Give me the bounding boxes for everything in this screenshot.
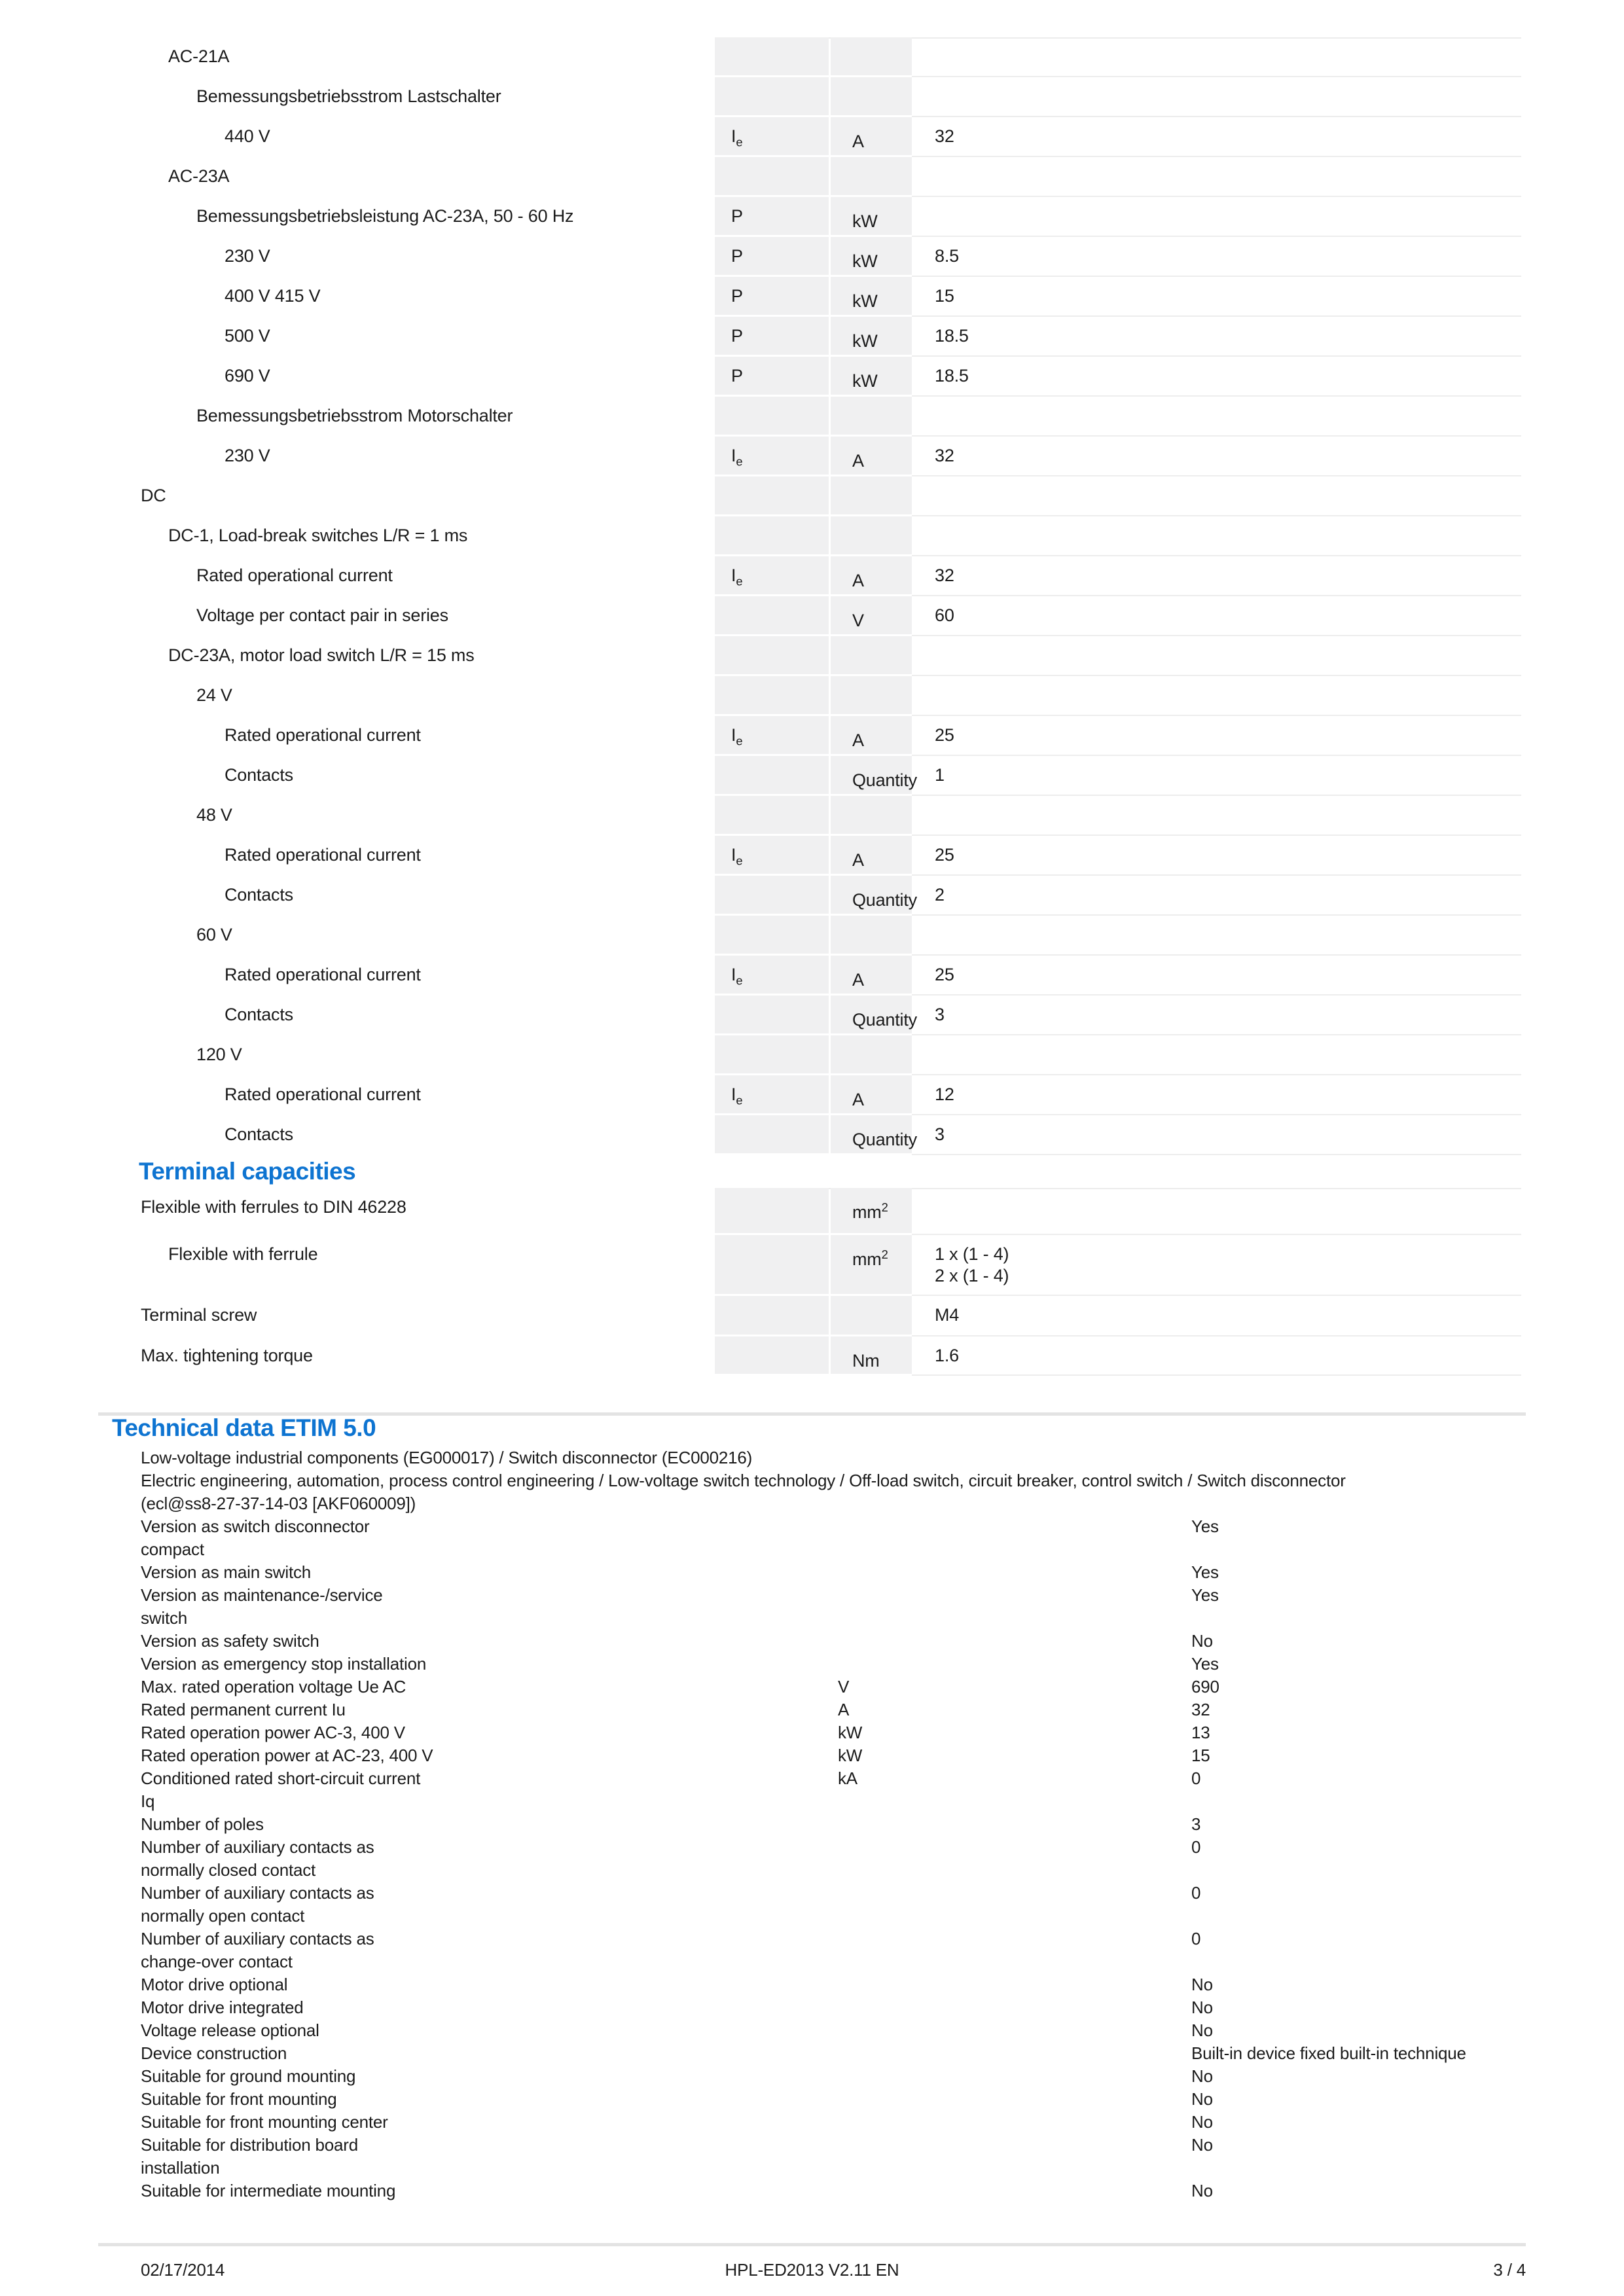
etim-label: Suitable for ground mounting: [141, 2066, 356, 2086]
etim-row: [0, 1698, 1624, 1721]
row-label: AC-21A: [168, 46, 230, 66]
unit-cell: Nm: [831, 1336, 912, 1376]
value-cell: 32: [912, 556, 1521, 596]
table-row: [0, 476, 1624, 516]
etim-label-line2: (ecl@ss8-27-37-14-03 [AKF060009]): [141, 1494, 416, 1513]
value-cell: [912, 37, 1521, 77]
etim-label-line2: change-over contact: [141, 1952, 293, 1971]
row-label: 60 V: [196, 925, 232, 944]
table-row: [0, 317, 1624, 357]
etim-value: 0: [1191, 1883, 1201, 1903]
unit-cell: A: [831, 117, 912, 157]
table-row: [0, 37, 1624, 77]
unit-cell: $mm^2$: [831, 1188, 912, 1235]
symbol-cell: [715, 676, 829, 716]
table-row: [0, 197, 1624, 237]
symbol-cell: $I_e$: [715, 437, 829, 476]
value-cell: [912, 916, 1521, 956]
value-cell: [912, 197, 1521, 237]
table-row: [0, 556, 1624, 596]
table-row: [0, 596, 1624, 636]
etim-label: Version as maintenance-/service: [141, 1585, 383, 1605]
etim-unit: kW: [838, 1723, 863, 1742]
etim-unit: V: [838, 1677, 850, 1696]
etim-label: Number of auxiliary contacts as: [141, 1883, 374, 1903]
row-label: 230 V: [225, 446, 270, 465]
symbol-cell: [715, 1188, 829, 1235]
etim-label: Number of auxiliary contacts as: [141, 1837, 374, 1857]
row-label: Flexible with ferrules to DIN 46228: [141, 1197, 406, 1217]
value-cell: 25: [912, 836, 1521, 876]
value-cell: 18.5: [912, 317, 1521, 357]
etim-value: No: [1191, 1631, 1213, 1651]
etim-label: Suitable for intermediate mounting: [141, 2181, 396, 2200]
etim-label: Suitable for front mounting center: [141, 2112, 388, 2132]
row-label: Rated operational current: [225, 845, 421, 865]
etim-row: [0, 2179, 1624, 2202]
row-label: Contacts: [225, 765, 293, 785]
etim-row: [0, 1469, 1624, 1515]
symbol-cell: [715, 37, 829, 77]
value-cell: 18.5: [912, 357, 1521, 397]
symbol-cell: $I_e$: [715, 556, 829, 596]
etim-label: Device construction: [141, 2043, 287, 2063]
symbol-cell: P: [715, 197, 829, 237]
value-cell: [912, 636, 1521, 676]
value-cell: 1 x (1 - 4) 2 x (1 - 4): [912, 1235, 1521, 1296]
unit-cell: [831, 397, 912, 437]
etim-unit: kW: [838, 1746, 863, 1765]
value-cell: 1.6: [912, 1336, 1521, 1376]
symbol-cell: [715, 876, 829, 916]
row-label: Bemessungsbetriebsstrom Lastschalter: [196, 86, 501, 106]
etim-label-line2: compact: [141, 1539, 204, 1559]
etim-row: [0, 2088, 1624, 2111]
table-row: [0, 1075, 1624, 1115]
unit-cell: [831, 516, 912, 556]
unit-cell: [831, 476, 912, 516]
etim-row: [0, 2111, 1624, 2134]
unit-cell: A: [831, 716, 912, 756]
etim-table: [0, 1446, 1624, 2202]
etim-value: No: [1191, 1998, 1213, 2017]
value-cell: 25: [912, 716, 1521, 756]
etim-label: Rated permanent current Iu: [141, 1700, 346, 1719]
etim-label-line2: normally open contact: [141, 1906, 305, 1926]
etim-label: Version as main switch: [141, 1562, 312, 1582]
etim-row: [0, 1676, 1624, 1698]
symbol-cell: [715, 756, 829, 796]
row-label: Flexible with ferrule: [168, 1244, 318, 1264]
row-label: 230 V: [225, 246, 270, 266]
etim-row: [0, 2019, 1624, 2042]
etim-value: No: [1191, 2112, 1213, 2132]
table-row: [0, 397, 1624, 437]
row-label: 690 V: [225, 366, 270, 386]
value-cell: 60: [912, 596, 1521, 636]
table-row: [0, 756, 1624, 796]
unit-cell: [831, 636, 912, 676]
etim-value: 15: [1191, 1746, 1210, 1765]
etim-row: [0, 2065, 1624, 2088]
row-label: Rated operational current: [196, 565, 393, 585]
etim-value: No: [1191, 2181, 1213, 2200]
value-cell: 8.5: [912, 237, 1521, 277]
etim-label: Low-voltage industrial components (EG000017) / Switch disconnector (EC000216): [141, 1448, 753, 1467]
etim-row: [0, 2042, 1624, 2065]
symbol-cell: [715, 397, 829, 437]
symbol-cell: [715, 596, 829, 636]
unit-cell: $mm^2$: [831, 1235, 912, 1296]
etim-label: Suitable for distribution board: [141, 2135, 359, 2155]
unit-cell: kW: [831, 237, 912, 277]
value-cell: 12: [912, 1075, 1521, 1115]
value-cell: [912, 476, 1521, 516]
value-cell: [912, 397, 1521, 437]
symbol-cell: [715, 796, 829, 836]
unit-cell: Quantity: [831, 996, 912, 1035]
value-cell: 3: [912, 996, 1521, 1035]
value-cell: 3: [912, 1115, 1521, 1155]
symbol-cell: P: [715, 277, 829, 317]
unit-cell: A: [831, 836, 912, 876]
etim-row: [0, 1928, 1624, 1973]
symbol-cell: P: [715, 357, 829, 397]
value-cell: 32: [912, 437, 1521, 476]
table-row: [0, 1035, 1624, 1075]
footer-document-id: HPL-ED2013 V2.11 EN: [725, 2260, 899, 2280]
etim-label: Max. rated operation voltage Ue AC: [141, 1677, 406, 1696]
symbol-cell: P: [715, 317, 829, 357]
etim-row: [0, 1744, 1624, 1767]
value-cell: [912, 796, 1521, 836]
etim-value: 0: [1191, 1837, 1201, 1857]
symbol-cell: [715, 77, 829, 117]
etim-label: Conditioned rated short-circuit current: [141, 1768, 421, 1788]
symbol-cell: $I_e$: [715, 117, 829, 157]
table-row: [0, 117, 1624, 157]
row-label: DC-1, Load-break switches L/R = 1 ms: [168, 526, 468, 545]
symbol-cell: [715, 157, 829, 197]
etim-label-line2: normally closed contact: [141, 1860, 316, 1880]
footer-divider: [98, 2243, 1526, 2246]
table-row: [0, 1115, 1624, 1155]
unit-cell: [831, 37, 912, 77]
symbol-cell: [715, 1235, 829, 1296]
value-cell: [912, 676, 1521, 716]
unit-cell: [831, 77, 912, 117]
value-cell: [912, 77, 1521, 117]
unit-cell: [831, 1035, 912, 1075]
row-label: DC-23A, motor load switch L/R = 15 ms: [168, 645, 475, 665]
row-label: 440 V: [225, 126, 270, 146]
symbol-cell: [715, 1296, 829, 1336]
table-row: [0, 916, 1624, 956]
row-label: Bemessungsbetriebsleistung AC-23A, 50 - 60 Hz: [196, 206, 574, 226]
etim-value: No: [1191, 2020, 1213, 2040]
etim-value: 0: [1191, 1768, 1201, 1788]
row-label: Bemessungsbetriebsstrom Motorschalter: [196, 406, 513, 425]
row-label: Max. tightening torque: [141, 1346, 313, 1365]
row-label: DC: [141, 486, 166, 505]
table-row: [0, 716, 1624, 756]
table-row: [0, 836, 1624, 876]
row-label: Contacts: [225, 885, 293, 905]
table-row: [0, 437, 1624, 476]
etim-row: [0, 1996, 1624, 2019]
etim-value: 13: [1191, 1723, 1210, 1742]
row-label: AC-23A: [168, 166, 230, 186]
unit-cell: [831, 676, 912, 716]
table-row: [0, 1296, 1624, 1336]
etim-label: Number of poles: [141, 1814, 264, 1834]
table-row: [0, 516, 1624, 556]
etim-value: Yes: [1191, 1585, 1219, 1605]
value-cell: [912, 157, 1521, 197]
value-cell: 2: [912, 876, 1521, 916]
etim-label: Rated operation power AC-3, 400 V: [141, 1723, 405, 1742]
etim-value: Built-in device fixed built-in technique: [1191, 2043, 1466, 2063]
symbol-cell: [715, 916, 829, 956]
terminal-capacities-table: [0, 1188, 1624, 1376]
footer-date: 02/17/2014: [141, 2260, 225, 2280]
row-label: 120 V: [196, 1045, 242, 1064]
etim-row: [0, 1653, 1624, 1676]
etim-row: [0, 2134, 1624, 2179]
value-cell: 1: [912, 756, 1521, 796]
etim-value: No: [1191, 2089, 1213, 2109]
etim-label: Version as safety switch: [141, 1631, 319, 1651]
etim-row: [0, 1584, 1624, 1630]
symbol-cell: [715, 1115, 829, 1155]
etim-label: Voltage release optional: [141, 2020, 319, 2040]
row-label: Contacts: [225, 1005, 293, 1024]
symbol-cell: $I_e$: [715, 836, 829, 876]
row-label: Rated operational current: [225, 725, 421, 745]
row-label: Terminal screw: [141, 1305, 257, 1325]
etim-row: [0, 1446, 1624, 1469]
unit-cell: A: [831, 437, 912, 476]
section-heading-etim: Technical data ETIM 5.0: [112, 1414, 376, 1441]
etim-label: Version as switch disconnector: [141, 1516, 370, 1536]
symbol-cell: $I_e$: [715, 956, 829, 996]
symbol-cell: P: [715, 237, 829, 277]
row-label: 500 V: [225, 326, 270, 346]
table-row: [0, 157, 1624, 197]
unit-cell: A: [831, 556, 912, 596]
section-heading-terminal-capacities: Terminal capacities: [139, 1158, 356, 1185]
unit-cell: [831, 916, 912, 956]
row-label: 24 V: [196, 685, 232, 705]
value-cell: 25: [912, 956, 1521, 996]
unit-cell: Quantity: [831, 1115, 912, 1155]
etim-label: Number of auxiliary contacts as: [141, 1929, 374, 1948]
etim-row: [0, 1561, 1624, 1584]
etim-label: Suitable for front mounting: [141, 2089, 337, 2109]
footer-page-number: 3 / 4: [1493, 2260, 1526, 2280]
etim-row: [0, 1721, 1624, 1744]
row-label: 48 V: [196, 805, 232, 825]
value-cell: [912, 1035, 1521, 1075]
etim-value: No: [1191, 1975, 1213, 1994]
value-cell: 15: [912, 277, 1521, 317]
table-row: [0, 876, 1624, 916]
etim-row: [0, 1973, 1624, 1996]
value-cell: [912, 516, 1521, 556]
table-row: [0, 796, 1624, 836]
table-row: [0, 1188, 1624, 1235]
etim-label: Electric engineering, automation, process control engineering / Low-voltage switch technology / Off-load switch, circuit breaker, control switch / Switch disconnector: [141, 1471, 1346, 1490]
table-row: [0, 1235, 1624, 1296]
etim-row: [0, 1767, 1624, 1813]
unit-cell: Quantity: [831, 756, 912, 796]
etim-value: 3: [1191, 1814, 1201, 1834]
symbol-cell: [715, 516, 829, 556]
etim-label-line2: installation: [141, 2158, 220, 2178]
symbol-cell: $I_e$: [715, 716, 829, 756]
value-cell: 32: [912, 117, 1521, 157]
table-row: [0, 77, 1624, 117]
unit-cell: kW: [831, 277, 912, 317]
unit-cell: [831, 157, 912, 197]
etim-unit: A: [838, 1700, 850, 1719]
etim-value: Yes: [1191, 1562, 1219, 1582]
etim-value: 0: [1191, 1929, 1201, 1948]
table-row: [0, 277, 1624, 317]
symbol-cell: [715, 476, 829, 516]
etim-value: Yes: [1191, 1654, 1219, 1674]
etim-label-line2: Iq: [141, 1791, 155, 1811]
unit-cell: [831, 1296, 912, 1336]
row-label: Voltage per contact pair in series: [196, 605, 448, 625]
symbol-cell: [715, 1035, 829, 1075]
etim-row: [0, 1813, 1624, 1836]
value-cell: [912, 1188, 1521, 1235]
unit-cell: kW: [831, 357, 912, 397]
etim-value: 690: [1191, 1677, 1219, 1696]
unit-cell: kW: [831, 317, 912, 357]
etim-row: [0, 1836, 1624, 1882]
etim-value: No: [1191, 2135, 1213, 2155]
etim-value: Yes: [1191, 1516, 1219, 1536]
unit-cell: Quantity: [831, 876, 912, 916]
table-row: [0, 237, 1624, 277]
unit-cell: V: [831, 596, 912, 636]
etim-row: [0, 1882, 1624, 1928]
etim-label: Rated operation power at AC-23, 400 V: [141, 1746, 433, 1765]
etim-label: Motor drive integrated: [141, 1998, 304, 2017]
table-row: [0, 636, 1624, 676]
main-spec-table: [0, 37, 1624, 1155]
etim-value: 32: [1191, 1700, 1210, 1719]
symbol-cell: [715, 996, 829, 1035]
etim-label: Motor drive optional: [141, 1975, 288, 1994]
value-cell: M4: [912, 1296, 1521, 1336]
row-label: Rated operational current: [225, 1085, 421, 1104]
unit-cell: kW: [831, 197, 912, 237]
unit-cell: [831, 796, 912, 836]
symbol-cell: $I_e$: [715, 1075, 829, 1115]
unit-cell: A: [831, 956, 912, 996]
row-label: Rated operational current: [225, 965, 421, 984]
row-label: Contacts: [225, 1124, 293, 1144]
table-row: [0, 956, 1624, 996]
row-label: 400 V 415 V: [225, 286, 321, 306]
etim-row: [0, 1515, 1624, 1561]
table-row: [0, 996, 1624, 1035]
table-row: [0, 676, 1624, 716]
symbol-cell: [715, 1336, 829, 1376]
etim-label: Version as emergency stop installation: [141, 1654, 427, 1674]
unit-cell: A: [831, 1075, 912, 1115]
table-row: [0, 1336, 1624, 1376]
etim-row: [0, 1630, 1624, 1653]
etim-unit: kA: [838, 1768, 857, 1788]
etim-label-line2: switch: [141, 1608, 188, 1628]
symbol-cell: [715, 636, 829, 676]
etim-value: No: [1191, 2066, 1213, 2086]
table-row: [0, 357, 1624, 397]
